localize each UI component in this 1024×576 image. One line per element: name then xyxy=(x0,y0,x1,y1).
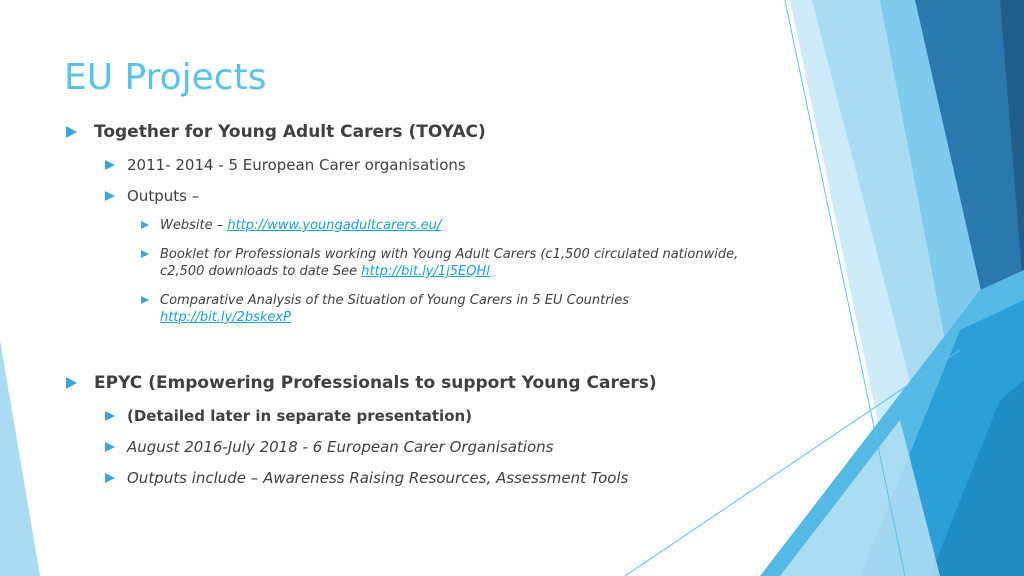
bullet-triangle-icon xyxy=(105,473,115,483)
output-text: Comparative Analysis of the Situation of Young Carers in 5 EU Countries http://bit.ly/2bskexP xyxy=(160,293,629,325)
bullet-triangle-icon xyxy=(141,221,149,229)
deco-left-sliver xyxy=(0,340,40,576)
output-comparative-analysis xyxy=(141,292,629,326)
item-text: August 2016-July 2018 - 6 European Carer Organisations xyxy=(127,438,554,456)
bullet-triangle-icon xyxy=(105,191,115,201)
bullet-triangle-icon xyxy=(66,377,77,389)
project-heading-text: Together for Young Adult Carers (TOYAC) xyxy=(94,122,486,142)
item-text: Outputs include – Awareness Raising Resources, Assessment Tools xyxy=(127,469,629,487)
toyac-outputs-item xyxy=(105,186,199,206)
item-text: 2011- 2014 - 5 European Carer organisations xyxy=(127,156,466,174)
output-booklet xyxy=(141,246,738,280)
analysis-link[interactable]: http://bit.ly/2bskexP xyxy=(160,310,291,325)
bullet-triangle-icon xyxy=(105,160,115,170)
output-text: Booklet for Professionals working with Young Adult Carers (c1,500 circulated nationwide, c2,500 downloads to date See http://bit.ly/1j5EQHl xyxy=(160,247,739,279)
project-toyac-heading xyxy=(66,121,486,143)
bullet-triangle-icon xyxy=(105,411,115,421)
slide-title: EU Projects xyxy=(64,57,267,98)
bullet-triangle-icon xyxy=(105,442,115,452)
booklet-link[interactable]: http://bit.ly/1j5EQHl xyxy=(361,264,490,279)
epyc-detail-note xyxy=(105,406,472,426)
output-website xyxy=(141,217,441,234)
item-text: (Detailed later in separate presentation) xyxy=(127,407,473,425)
toyac-period-item xyxy=(105,155,466,175)
bullet-triangle-icon xyxy=(66,126,77,138)
epyc-outputs-item xyxy=(105,468,628,488)
website-link[interactable]: http://www.youngadultcarers.eu/ xyxy=(227,218,442,233)
project-epyc-heading xyxy=(66,372,657,394)
item-text: Outputs – xyxy=(127,187,200,205)
epyc-period-item xyxy=(105,437,553,457)
project-heading-text: EPYC (Empowering Professionals to support Young Carers) xyxy=(94,373,657,393)
bullet-triangle-icon xyxy=(141,250,149,258)
bullet-triangle-icon xyxy=(141,296,149,304)
output-text: Website – http://www.youngadultcarers.eu/ xyxy=(160,218,442,233)
